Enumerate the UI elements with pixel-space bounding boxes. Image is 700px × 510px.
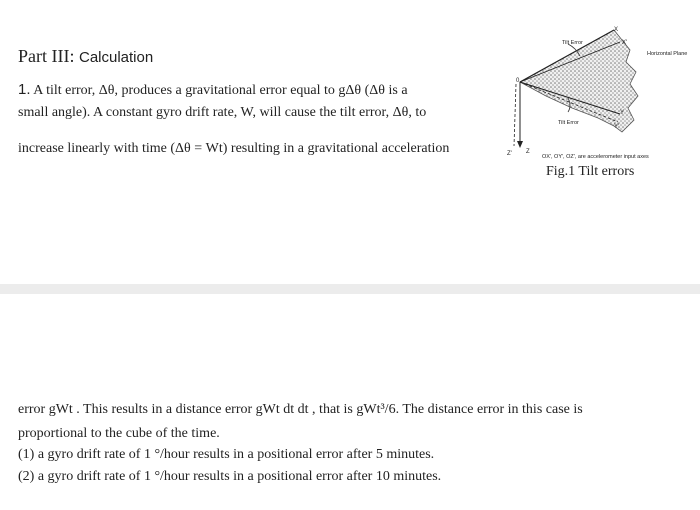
axis-z-prime: [514, 84, 516, 146]
problem-number: 1.: [18, 81, 31, 98]
question-2: (2) a gyro drift rate of 1 °/hour results in a positional error after 10 minutes.: [18, 469, 442, 484]
title-calculation: Calculation: [78, 49, 154, 66]
problem-line-2: small angle). A constant gyro drift rate, W, will cause the tilt error, Δθ, to: [18, 105, 427, 120]
label-tilt-error-top: Tilt Error: [562, 40, 583, 46]
label-y: Y: [620, 110, 625, 116]
label-tilt-error-bottom: Tilt Error: [558, 120, 579, 126]
problem-line-3: increase linearly with time (Δθ = Wt) resulting in a gravitational acceleration: [18, 141, 450, 156]
label-x: X: [614, 27, 619, 33]
question-1: (1) a gyro drift rate of 1 °/hour results in a positional error after 5 minutes.: [18, 447, 435, 462]
label-origin: 0: [516, 78, 520, 84]
axes-note: OX', OY', OZ', are accelerometer input axes: [542, 154, 649, 160]
problem-line-4: error gWt . This results in a distance error gWt dt dt , that is gWt³/6. The distance error in this case is: [18, 402, 583, 417]
figure-caption: Fig.1 Tilt errors: [546, 164, 635, 179]
title-part: Part III:: [18, 46, 75, 66]
label-z: Z: [526, 149, 530, 155]
problem-line-5: proportional to the cube of the time.: [18, 426, 220, 441]
problem-line-1-text: A tilt error, Δθ, produces a gravitational error equal to gΔθ (Δθ is a: [30, 83, 408, 98]
problem-line-1: [18, 81, 408, 99]
label-horizontal-plane: Horizontal Plane: [647, 51, 688, 57]
tilt-errors-figure: [502, 22, 698, 162]
section-title: [18, 46, 153, 67]
page-gap: [0, 284, 700, 294]
label-y-prime: Y': [614, 124, 620, 130]
label-x-prime: X': [622, 40, 628, 46]
label-z-prime: Z': [507, 151, 512, 157]
